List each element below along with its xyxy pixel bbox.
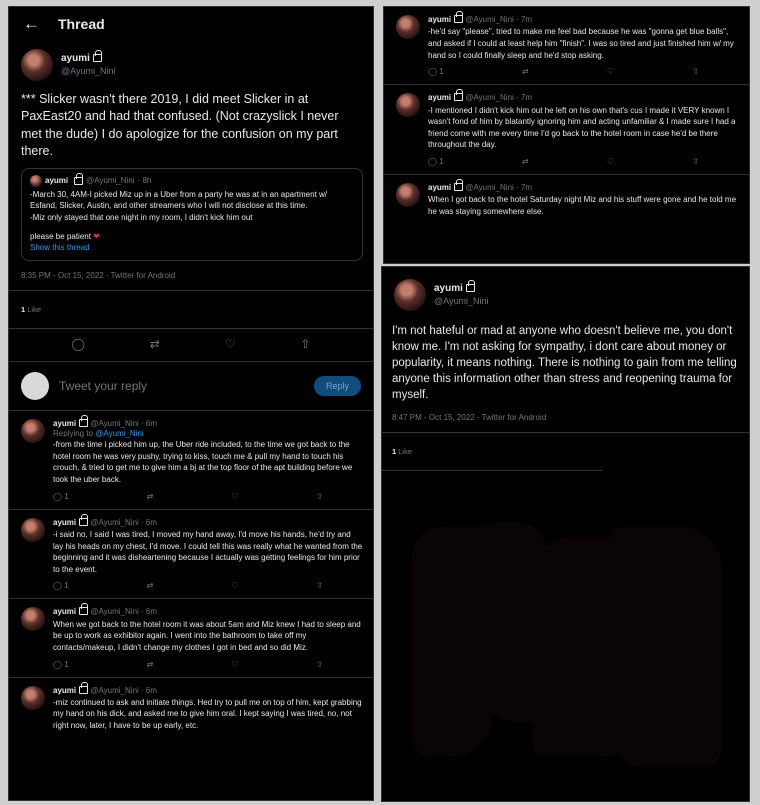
author-name[interactable]: ayumi [61,53,90,65]
lock-icon [74,177,83,185]
quote-time: · 8h [137,176,152,186]
final-tweet-author [382,267,749,311]
lock-icon [454,93,463,101]
tweet-text: -i said no, I said I was tired, I moved my hand away, I'd move his hands, he'd try and lay his heads on my chest, I'd move. I could tell this was really what he wanted from the beginning and it was disheartening because I actually was getting feelings for him prior to the event. [53,529,363,574]
main-tweet-author [9,41,373,81]
author-handle[interactable]: @Ayumi_Nini [434,295,489,306]
reply-tweet[interactable]: ayumi @Ayumi_Nini · 6m -miz continued to ask and initiate things. Hed try to pull me on top of him, kept grabbing my hand on his dick, and asked me to give him oral. I kept saying I was tired, no, not right now, later, I have to be up early, etc. [9,677,373,738]
reply-input[interactable]: Tweet your reply [59,378,148,393]
share-icon[interactable]: ⇧ [316,581,323,591]
reply-icon[interactable]: ◯ 1 [428,156,444,166]
author-name[interactable]: ayumi [434,283,463,295]
author-handle[interactable]: @Ayumi_Nini [61,65,116,76]
page-title: Thread [58,16,105,32]
thread-panel-right-bottom [381,266,750,802]
quote-line: -Miz only stayed that one night in my room, I didn't kick him out [30,212,253,222]
thread-panel-right-top [383,6,750,264]
heart-icon[interactable]: ♡ [606,67,615,77]
tweet-text: When I got back to the hotel Saturday night Miz and his stuff were gone and he told me he was staying somewhere else. [428,195,737,216]
like-count[interactable]: 1 Like [392,447,413,457]
share-icon[interactable]: ⇧ [316,491,323,501]
retweet-icon[interactable]: ⇄ [146,581,154,591]
share-icon[interactable]: ⇧ [300,336,311,351]
avatar[interactable] [21,686,45,710]
heart-icon[interactable]: ♡ [231,659,239,669]
reply-tweet[interactable]: ayumi @Ayumi_Nini · 7m When I got back to the hotel Saturday night Miz and his stuff were gone and he told me he was staying somewhere else. [384,174,749,224]
quote-author-handle: @Ayumi_Nini [86,176,135,186]
reply-button[interactable]: Reply [314,376,361,396]
reply-tweet[interactable]: ayumi @Ayumi_Nini · 6m Replying to @Ayumi_Nini -from the time i picked him up, the Uber ride included, to the time we got back to the hotel room he was very pushy, trying to kiss, touch me & pull my hand to touch his crouch, & tried to get me to give him a bj at the top floor of the apt building before we took the uber back. ◯ 1 ⇄ ♡ ⇧ [9,410,373,509]
reply-tweet[interactable]: ayumi @Ayumi_Nini · 6m -i said no, I said I was tired, I moved my hand away, I'd move his hands, he'd try and lay his heads on my chest, I'd move. I could tell this was really what he wanted from the beginning and it was disheartening because I actually was getting feelings for him prior to the event. ◯ 1 ⇄ ♡ ⇧ [9,509,373,599]
avatar[interactable] [21,419,45,443]
heart-icon[interactable]: ♡ [231,491,239,501]
lock-icon [79,419,88,427]
quote-author-name: ayumi [45,176,69,186]
arrow-left-icon[interactable]: ← [23,14,40,33]
tweet-text: -I mentioned I didn't kick him out he left on his own that's cus I made it VERY known I wasn't fond of him by blatantly ignoring him and acting unfamiliar & I made sure I had a friend come with me every time I'd go back to the hotel room in case he'd be there throughout the day. [428,105,736,150]
reply-composer [9,362,373,410]
reply-icon[interactable]: ◯ 1 [53,659,69,669]
lock-icon [454,183,463,191]
lock-icon [79,607,88,615]
heart-icon: ❤ [93,232,100,242]
quote-line: please be patient [30,232,91,242]
thread-panel-left [8,6,374,801]
retweet-icon[interactable]: ⇄ [521,156,529,166]
lock-icon [454,15,463,23]
heart-icon[interactable]: ♡ [224,336,236,351]
share-icon[interactable]: ⇧ [316,659,323,669]
reply-icon[interactable]: ◯ [71,336,85,351]
like-count[interactable]: 1 Like [21,304,42,314]
tweet-text: -miz continued to ask and initiate things. Hed try to pull me on top of him, kept grabbing my hand on his dick, and asked me to give him oral. I kept saying I was tired, no, not right now, later, I have to be up early, etc. [53,697,362,731]
tweet-text: -he'd say "please", tried to make me feel bad because he was "gonna get blue balls", and asked if I could at least help him "finish". I was so tired and just finished him w/ my hand so I could finally sleep and he'd stop asking. [428,27,734,60]
retweet-icon[interactable]: ⇄ [146,659,154,669]
lock-icon [466,284,475,292]
reply-tweet[interactable]: ayumi @Ayumi_Nini · 7m -he'd say "please", tried to make me feel bad because he was "gonna get blue balls", and asked if I could at least help him "finish". I was so tired and just finished him w/ my hand so I could finally sleep and he'd stop asking. ◯ 1 ⇄ ♡ ⇧ [384,7,749,84]
avatar[interactable] [21,518,45,542]
show-thread-link[interactable]: Show this thread [30,243,90,253]
lock-icon [93,54,102,62]
reply-tweet[interactable]: ayumi @Ayumi_Nini · 7m -I mentioned I didn't kick him out he left on his own that's cus I made it VERY known I wasn't fond of him by blatantly ignoring him and acting unfamiliar & I made sure I had a friend come with me every time I'd go back to the hotel room in case he'd be there throughout the day. ◯ 1 ⇄ ♡ ⇧ [384,84,749,174]
heart-icon[interactable]: ♡ [231,581,239,591]
main-tweet-text: *** Slicker wasn't there 2019, I did meet Slicker in at PaxEast20 and had that confused. (Not crazyslick I never met the dude) I do apologize for the confusion on my part there. [21,92,339,158]
retweet-icon[interactable]: ⇄ [149,336,160,351]
lock-icon [79,686,88,694]
avatar[interactable] [394,279,426,311]
heart-icon[interactable]: ♡ [606,156,615,166]
lock-icon [79,518,88,526]
share-icon[interactable]: ⇧ [692,67,699,77]
avatar [21,372,49,400]
final-tweet-text: I'm not hateful or mad at anyone who doesn't believe me, you don't know me. I'm not asking for sympathy, i dont care about money or popularity, it means nothing. There is nothing to gain from me telling anyone this information other than stress and reopening trauma for myself. [392,325,737,402]
replying-to-link[interactable]: @Ayumi_Nini [95,429,144,439]
retweet-icon[interactable]: ⇄ [521,67,529,77]
avatar[interactable] [396,15,420,39]
thread-header [9,7,373,41]
replying-to: Replying to @Ayumi_Nini [53,429,144,439]
reply-icon[interactable]: ◯ 1 [53,581,69,591]
quote-tweet[interactable] [21,168,363,261]
tweet-actions [9,329,373,361]
share-icon[interactable]: ⇧ [692,156,699,166]
reply-tweet[interactable]: ayumi @Ayumi_Nini · 6m When we got back to the hotel room it was about 5am and Miz knew I had to sleep and be up to work as exhibitor again. I went into the bathroom to take off my contacts/makeup, I didn't change my clothes I got in bed and so did Miz. ◯ 1 ⇄ ♡ ⇧ [9,598,373,676]
reply-icon[interactable]: ◯ 1 [53,491,69,501]
avatar [30,175,42,187]
tweet-meta: 8:35 PM - Oct 15, 2022 · Twitter for Android [21,270,176,280]
retweet-icon[interactable]: ⇄ [146,491,154,501]
tweet-text: When we got back to the hotel room it was about 5am and Miz knew I had to sleep and be up to work as exhibitor again. I went into the bathroom to take off my contacts/makeup, I didn't change my clothes I got in bed and so did Miz. [53,619,361,652]
avatar[interactable] [396,183,420,207]
reply-icon[interactable]: ◯ 1 [428,67,444,77]
tweet-text: -from the time i picked him up, the Uber ride included, to the time we got back to the hotel room he was very pushy, trying to kiss, touch me & pull my hand to touch his crouch, & tried to get me to give him a bj at the top floor of the apt building before we took the uber back. [53,440,353,484]
avatar[interactable] [21,607,45,631]
avatar[interactable] [21,49,53,81]
tweet-meta: 8:47 PM - Oct 15, 2022 · Twitter for Android [392,413,547,423]
quote-line: -March 30, 4AM-I picked Miz up in a Uber from a party he was at in an apartment w/ Esfand, Slicker, Austin, and other streamers who I will not disclose at this time. [30,190,328,211]
avatar[interactable] [396,93,420,117]
